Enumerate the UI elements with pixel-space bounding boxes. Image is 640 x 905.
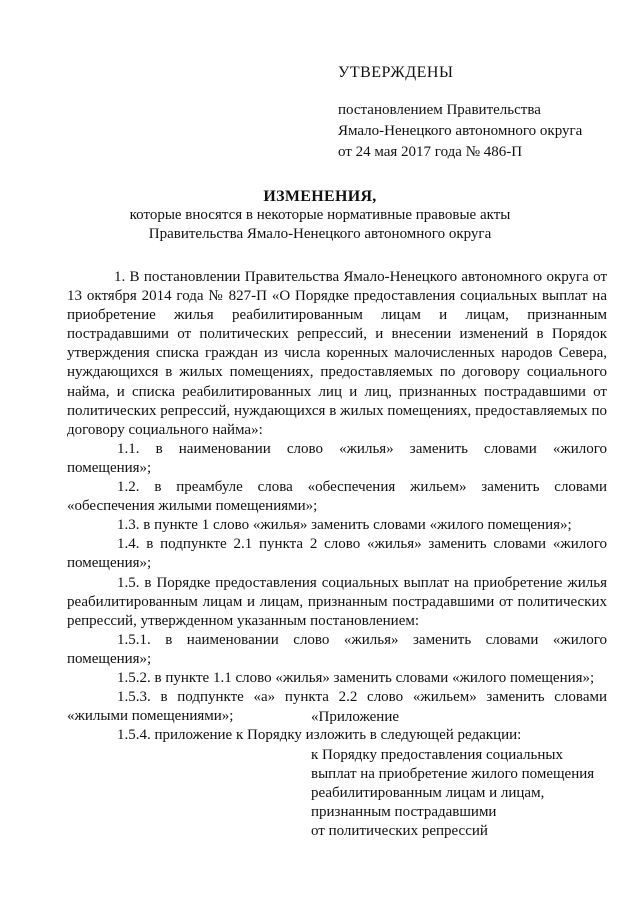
- document-subtitle: Правительства Ямало-Ненецкого автономного округа: [148, 226, 492, 242]
- approval-line: постановлением Правительства: [338, 102, 541, 118]
- paragraph-1-3: 1.3. в пункте 1 слово «жилья» заменить словами «жилого помещения»;: [117, 517, 572, 534]
- approval-line: от 24 мая 2017 года № 486-П: [338, 144, 523, 160]
- approval-line: Ямало-Ненецкого автономного округа: [338, 123, 583, 139]
- paragraph-1-2: 1.2. в преамбуле слова «обеспечения жильем» заменить словами «обеспечения жилыми помещениями»;: [67, 479, 607, 515]
- appendix-block: [311, 708, 594, 842]
- appendix-line: реабилитированным лицам и лицам,: [311, 785, 545, 802]
- appendix-heading: «Приложение: [311, 709, 400, 725]
- appendix-line: признанным пострадавшими: [311, 804, 497, 821]
- approval-heading: УТВЕРЖДЕНЫ: [338, 64, 454, 81]
- approval-block: [338, 62, 582, 163]
- document-title-block: [0, 187, 640, 244]
- paragraph-1-1: 1.1. в наименовании слово «жилья» заменить словами «жилого помещения»;: [67, 440, 607, 476]
- paragraph-1-5: 1.5. в Порядке предоставления социальных выплат на приобретение жилья реабилитированным лицам и лицам, признанным пострадавшими от политических репрессий, утвержденном указанным постановлением:: [67, 574, 607, 629]
- appendix-line: к Порядку предоставления социальных: [311, 747, 563, 764]
- paragraph-1: 1. В постановлении Правительства Ямало-Ненецкого автономного округа от 13 октября 2014 года № 827-П «О Порядке предоставления социальных выплат на приобретение жилья реабилитированным лицам и лицам, признанным пострадавшими от политических репрессий, и внесении изменений в Порядок утверждения списка граждан из числа коренных малочисленных народов Севера, нуждающихся в жилых помещениях, предоставляемых по договору социального найма, и списка реабилитированных лиц и лиц, признанных пострадавшими от политических репрессий, нуждающихся в жилых помещениях, предоставляемых по договору социального найма»:: [67, 269, 607, 438]
- document-subtitle: которые вносятся в некоторые нормативные правовые акты: [129, 207, 511, 223]
- appendix-line: от политических репрессий: [311, 823, 488, 840]
- paragraph-1-4: 1.4. в подпункте 2.1 пункта 2 слово «жилья» заменить словами «жилого помещения»;: [67, 536, 607, 572]
- paragraph-1-5-2: 1.5.2. в пункте 1.1 слово «жилья» заменить словами «жилого помещения»;: [117, 669, 595, 686]
- paragraph-1-5-1: 1.5.1. в наименовании слово «жилья» заменить словами «жилого помещения»;: [67, 631, 607, 667]
- paragraph-1-5-3: 1.5.3. в подпункте «а» пункта 2.2 слово «жильем» заменить словами «жилыми помещениями»;: [67, 689, 607, 725]
- paragraph-1-5-4: 1.5.4. приложение к Порядку изложить в следующей редакции:: [117, 727, 522, 744]
- document-body: [67, 268, 607, 745]
- document-title: ИЗМЕНЕНИЯ,: [263, 188, 377, 205]
- appendix-line: выплат на приобретение жилого помещения: [311, 766, 595, 783]
